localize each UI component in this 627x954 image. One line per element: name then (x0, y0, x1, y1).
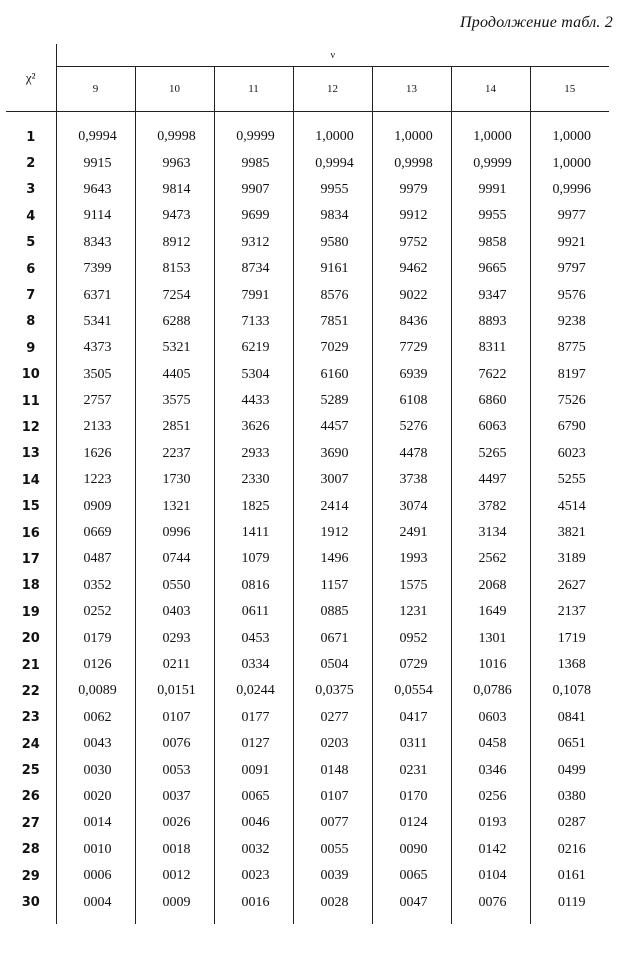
table-cell: 0193 (451, 810, 530, 836)
table-cell: 6288 (135, 309, 214, 335)
table-cell: 1,0000 (451, 124, 530, 150)
table-cell: 5304 (214, 362, 293, 388)
table-cell: 0499 (530, 757, 609, 783)
table-cell: 2757 (56, 388, 135, 414)
row-header-chi-square: χ² (6, 44, 56, 112)
table-cell: 5341 (56, 309, 135, 335)
table-cell: 0550 (135, 573, 214, 599)
table-cell: 0104 (451, 863, 530, 889)
table-row (6, 731, 609, 757)
table-cell: 2414 (293, 493, 372, 519)
table-cell: 1301 (451, 625, 530, 651)
table-cell: 0403 (135, 599, 214, 625)
table-cell: 9907 (214, 177, 293, 203)
table-cell: 2237 (135, 441, 214, 467)
table-cell: 6108 (372, 388, 451, 414)
table-cell: 9238 (530, 309, 609, 335)
row-label-chi-square: 30 (21, 895, 40, 911)
table-cell: 9643 (56, 177, 135, 203)
table-cell: 9955 (451, 203, 530, 229)
row-label-chi-square: 16 (21, 525, 40, 541)
table-cell: 9977 (530, 203, 609, 229)
table-cell: 8576 (293, 282, 372, 308)
table-cell: 0037 (135, 784, 214, 810)
table-cell: 0287 (530, 810, 609, 836)
table-cell: 0885 (293, 599, 372, 625)
table-row (6, 546, 609, 572)
table-cell: 1575 (372, 573, 451, 599)
nu-header-cell: 12 (293, 67, 372, 112)
table-row (6, 652, 609, 678)
table-cell: 0671 (293, 625, 372, 651)
table-row (6, 863, 609, 889)
row-label-chi-square: 4 (26, 208, 36, 224)
table-cell: 0012 (135, 863, 214, 889)
table-cell: 3189 (530, 546, 609, 572)
row-label-chi-square: 24 (21, 736, 40, 752)
table-row (6, 203, 609, 229)
table-cell: 3782 (451, 493, 530, 519)
table-cell: 0047 (372, 889, 451, 915)
table-row (6, 441, 609, 467)
table-cell: 0009 (135, 889, 214, 915)
table-row (6, 520, 609, 546)
row-label-chi-square: 10 (21, 367, 40, 383)
table-cell: 2562 (451, 546, 530, 572)
table-row (6, 150, 609, 176)
table-cell: 0216 (530, 837, 609, 863)
table-cell: 0032 (214, 837, 293, 863)
table-cell: 7399 (56, 256, 135, 282)
table-cell: 3626 (214, 414, 293, 440)
table-cell: 0380 (530, 784, 609, 810)
table-row (6, 573, 609, 599)
table-cell: 0026 (135, 810, 214, 836)
table-cell: 0729 (372, 652, 451, 678)
table-cell: 9834 (293, 203, 372, 229)
table-cell: 8912 (135, 230, 214, 256)
table-cell: 0277 (293, 705, 372, 731)
table-cell: 0090 (372, 837, 451, 863)
row-label-chi-square: 9 (26, 340, 36, 356)
table-cell: 9022 (372, 282, 451, 308)
table-row (6, 124, 609, 150)
table-cell: 1223 (56, 467, 135, 493)
row-label-chi-square: 8 (26, 314, 36, 330)
table-row (6, 177, 609, 203)
row-label-chi-square: 23 (21, 710, 40, 726)
table-cell: 0107 (135, 705, 214, 731)
table-cell: 1079 (214, 546, 293, 572)
nu-header-cell: 14 (451, 67, 530, 112)
table-cell: 0014 (56, 810, 135, 836)
table-cell: 0,9998 (135, 124, 214, 150)
table-cell: 0603 (451, 705, 530, 731)
table-cell: 0252 (56, 599, 135, 625)
table-cell: 9858 (451, 230, 530, 256)
table-cell: 8893 (451, 309, 530, 335)
table-cell: 5255 (530, 467, 609, 493)
table-cell: 1231 (372, 599, 451, 625)
table-cell: 0352 (56, 573, 135, 599)
table-cell: 7133 (214, 309, 293, 335)
table-cell: 0334 (214, 652, 293, 678)
table-row (6, 230, 609, 256)
table-cell: 8343 (56, 230, 135, 256)
table-cell: 0127 (214, 731, 293, 757)
row-label-chi-square: 19 (21, 604, 40, 620)
table-cell: 0,9999 (451, 150, 530, 176)
table-cell: 2851 (135, 414, 214, 440)
row-label-chi-square: 28 (21, 842, 40, 858)
table-cell: 0039 (293, 863, 372, 889)
table-cell: 0,1078 (530, 678, 609, 704)
row-label-chi-square: 7 (26, 288, 36, 304)
table-cell: 8734 (214, 256, 293, 282)
table-cell: 0487 (56, 546, 135, 572)
table-cell: 0996 (135, 520, 214, 546)
table-cell: 9462 (372, 256, 451, 282)
table-cell: 4514 (530, 493, 609, 519)
table-cell: 9991 (451, 177, 530, 203)
table-cell: 9580 (293, 230, 372, 256)
table-cell: 6219 (214, 335, 293, 361)
table-row (6, 282, 609, 308)
table-cell: 9752 (372, 230, 451, 256)
table-cell: 5321 (135, 335, 214, 361)
table-cell: 0211 (135, 652, 214, 678)
table-cell: 0669 (56, 520, 135, 546)
table-cell: 0148 (293, 757, 372, 783)
table-cell: 2933 (214, 441, 293, 467)
table-cell: 8197 (530, 362, 609, 388)
table-cell: 0,9998 (372, 150, 451, 176)
table-cell: 0293 (135, 625, 214, 651)
table-row (6, 599, 609, 625)
table-row (6, 889, 609, 915)
table-cell: 2137 (530, 599, 609, 625)
table-cell: 1719 (530, 625, 609, 651)
table-row (6, 467, 609, 493)
table-cell: 0,0244 (214, 678, 293, 704)
table-cell: 4478 (372, 441, 451, 467)
table-cell: 0909 (56, 493, 135, 519)
table-cell: 0076 (451, 889, 530, 915)
table-cell: 5276 (372, 414, 451, 440)
table-cell: 1157 (293, 573, 372, 599)
table-cell: 5265 (451, 441, 530, 467)
table-cell: 1912 (293, 520, 372, 546)
table-cell: 1,0000 (530, 124, 609, 150)
table-cell: 6790 (530, 414, 609, 440)
table-cell: 9114 (56, 203, 135, 229)
table-cell: 0504 (293, 652, 372, 678)
table-cell: 0107 (293, 784, 372, 810)
table-row (6, 837, 609, 863)
table-cell: 0046 (214, 810, 293, 836)
table-row (6, 309, 609, 335)
table-cell: 0952 (372, 625, 451, 651)
row-label-chi-square: 22 (21, 683, 40, 699)
table-row (6, 705, 609, 731)
table-cell: 0346 (451, 757, 530, 783)
table-cell: 9955 (293, 177, 372, 203)
table-cell: 0030 (56, 757, 135, 783)
row-label-chi-square: 12 (21, 419, 40, 435)
table-row (6, 784, 609, 810)
table-row (6, 810, 609, 836)
table-cell: 0453 (214, 625, 293, 651)
table-cell: 0119 (530, 889, 609, 915)
table-cell: 0,0089 (56, 678, 135, 704)
row-label-chi-square: 1 (26, 129, 36, 145)
table-cell: 0023 (214, 863, 293, 889)
nu-header-cell: 15 (530, 67, 609, 112)
table-cell: 0016 (214, 889, 293, 915)
table-cell: 7991 (214, 282, 293, 308)
table-cell: 0,0151 (135, 678, 214, 704)
table-cell: 0161 (530, 863, 609, 889)
table-cell: 7851 (293, 309, 372, 335)
table-row (6, 414, 609, 440)
table-cell: 0417 (372, 705, 451, 731)
table-cell: 4405 (135, 362, 214, 388)
table-cell: 0744 (135, 546, 214, 572)
table-cell: 0816 (214, 573, 293, 599)
table-row (6, 678, 609, 704)
table-cell: 1825 (214, 493, 293, 519)
table-cell: 0065 (372, 863, 451, 889)
row-label-chi-square: 25 (21, 763, 40, 779)
row-label-chi-square: 14 (21, 472, 40, 488)
table-cell: 3134 (451, 520, 530, 546)
table-cell: 3690 (293, 441, 372, 467)
row-label-chi-square: 26 (21, 789, 40, 805)
nu-header-row (6, 67, 609, 112)
table-cell: 0020 (56, 784, 135, 810)
table-cell: 0077 (293, 810, 372, 836)
table-cell: 0028 (293, 889, 372, 915)
nu-header-cell: 13 (372, 67, 451, 112)
table-cell: 3505 (56, 362, 135, 388)
table-cell: 7622 (451, 362, 530, 388)
table-cell: 2491 (372, 520, 451, 546)
table-cell: 7729 (372, 335, 451, 361)
table-cell: 0043 (56, 731, 135, 757)
table-cell: 9576 (530, 282, 609, 308)
table-cell: 9963 (135, 150, 214, 176)
row-label-chi-square: 5 (26, 235, 36, 251)
table-row (6, 362, 609, 388)
table-cell: 0065 (214, 784, 293, 810)
table-cell: 8775 (530, 335, 609, 361)
table-cell: 6860 (451, 388, 530, 414)
table-cell: 9985 (214, 150, 293, 176)
table-cell: 1411 (214, 520, 293, 546)
table-cell: 0010 (56, 837, 135, 863)
table-cell: 6371 (56, 282, 135, 308)
table-cell: 0458 (451, 731, 530, 757)
table-cell: 5289 (293, 388, 372, 414)
table-cell: 1649 (451, 599, 530, 625)
row-label-chi-square: 13 (21, 446, 40, 462)
nu-header-cell: 10 (135, 67, 214, 112)
table-cell: 0124 (372, 810, 451, 836)
table-cell: 0142 (451, 837, 530, 863)
table-row (6, 757, 609, 783)
table-cell: 8311 (451, 335, 530, 361)
row-label-chi-square: 20 (21, 631, 40, 647)
row-label-chi-square: 21 (21, 657, 40, 673)
table-cell: 3074 (372, 493, 451, 519)
table-cell: 9161 (293, 256, 372, 282)
table-cell: 1,0000 (293, 124, 372, 150)
row-label-chi-square: 17 (21, 551, 40, 567)
row-label-chi-square: 18 (21, 578, 40, 594)
table-cell: 0004 (56, 889, 135, 915)
table-cell: 1321 (135, 493, 214, 519)
table-cell: 8436 (372, 309, 451, 335)
table-cell: 9665 (451, 256, 530, 282)
row-label-chi-square: 27 (21, 815, 40, 831)
table-cell: 1016 (451, 652, 530, 678)
table-cell: 1626 (56, 441, 135, 467)
table-cell: 9921 (530, 230, 609, 256)
table-cell: 2330 (214, 467, 293, 493)
table-cell: 3738 (372, 467, 451, 493)
table-cell: 0018 (135, 837, 214, 863)
table-cell: 9979 (372, 177, 451, 203)
table-cell: 6023 (530, 441, 609, 467)
table-caption: Продолжение табл. 2 (459, 14, 613, 31)
table-cell: 1,0000 (372, 124, 451, 150)
table-cell: 9912 (372, 203, 451, 229)
table-cell: 0062 (56, 705, 135, 731)
table-cell: 1993 (372, 546, 451, 572)
table-cell: 0231 (372, 757, 451, 783)
table-cell: 0,0786 (451, 678, 530, 704)
table-cell: 3007 (293, 467, 372, 493)
table-cell: 9814 (135, 177, 214, 203)
table-cell: 9699 (214, 203, 293, 229)
table-cell: 1,0000 (530, 150, 609, 176)
table-cell: 9347 (451, 282, 530, 308)
table-cell: 6063 (451, 414, 530, 440)
row-label-chi-square: 6 (26, 261, 36, 277)
table-cell: 1496 (293, 546, 372, 572)
table-cell: 9312 (214, 230, 293, 256)
column-group-header-nu: ν (56, 44, 609, 67)
table-cell: 8153 (135, 256, 214, 282)
table-cell: 9473 (135, 203, 214, 229)
table-cell: 4457 (293, 414, 372, 440)
table-cell: 0177 (214, 705, 293, 731)
table-cell: 0055 (293, 837, 372, 863)
table-cell: 0126 (56, 652, 135, 678)
table-cell: 2068 (451, 573, 530, 599)
row-label-chi-square: 15 (21, 499, 40, 515)
table-cell: 0,0554 (372, 678, 451, 704)
row-label-chi-square: 2 (26, 156, 36, 172)
table-cell: 0841 (530, 705, 609, 731)
table-cell: 0091 (214, 757, 293, 783)
nu-header-cell: 9 (56, 67, 135, 112)
table-cell: 0,9994 (293, 150, 372, 176)
table-cell: 9915 (56, 150, 135, 176)
table-row (6, 335, 609, 361)
table-cell: 1730 (135, 467, 214, 493)
table-cell: 0,9994 (56, 124, 135, 150)
table-cell: 0006 (56, 863, 135, 889)
row-label-chi-square: 29 (21, 868, 40, 884)
nu-header-cell: 11 (214, 67, 293, 112)
table-row (6, 625, 609, 651)
chi-square-table (6, 44, 609, 924)
table-cell: 9797 (530, 256, 609, 282)
table-row (6, 256, 609, 282)
table-cell: 2627 (530, 573, 609, 599)
table-cell: 4433 (214, 388, 293, 414)
table-cell: 0053 (135, 757, 214, 783)
table-cell: 0,0375 (293, 678, 372, 704)
table-cell: 0,9996 (530, 177, 609, 203)
table-cell: 7526 (530, 388, 609, 414)
row-label-chi-square: 11 (21, 393, 40, 409)
row-label-chi-square: 3 (26, 182, 36, 198)
table-cell: 4373 (56, 335, 135, 361)
table-cell: 6939 (372, 362, 451, 388)
table-cell: 0203 (293, 731, 372, 757)
table-cell: 7029 (293, 335, 372, 361)
table-cell: 4497 (451, 467, 530, 493)
table-cell: 2133 (56, 414, 135, 440)
table-cell: 0170 (372, 784, 451, 810)
table-cell: 6160 (293, 362, 372, 388)
table-row (6, 493, 609, 519)
table-cell: 0179 (56, 625, 135, 651)
table-cell: 1368 (530, 652, 609, 678)
table-cell: 3575 (135, 388, 214, 414)
table-cell: 0611 (214, 599, 293, 625)
table-cell: 0,9999 (214, 124, 293, 150)
table-cell: 0076 (135, 731, 214, 757)
table-body (6, 112, 609, 924)
table-cell: 0651 (530, 731, 609, 757)
table-cell: 0311 (372, 731, 451, 757)
table-cell: 3821 (530, 520, 609, 546)
table-row (6, 388, 609, 414)
table-cell: 0256 (451, 784, 530, 810)
table-cell: 7254 (135, 282, 214, 308)
